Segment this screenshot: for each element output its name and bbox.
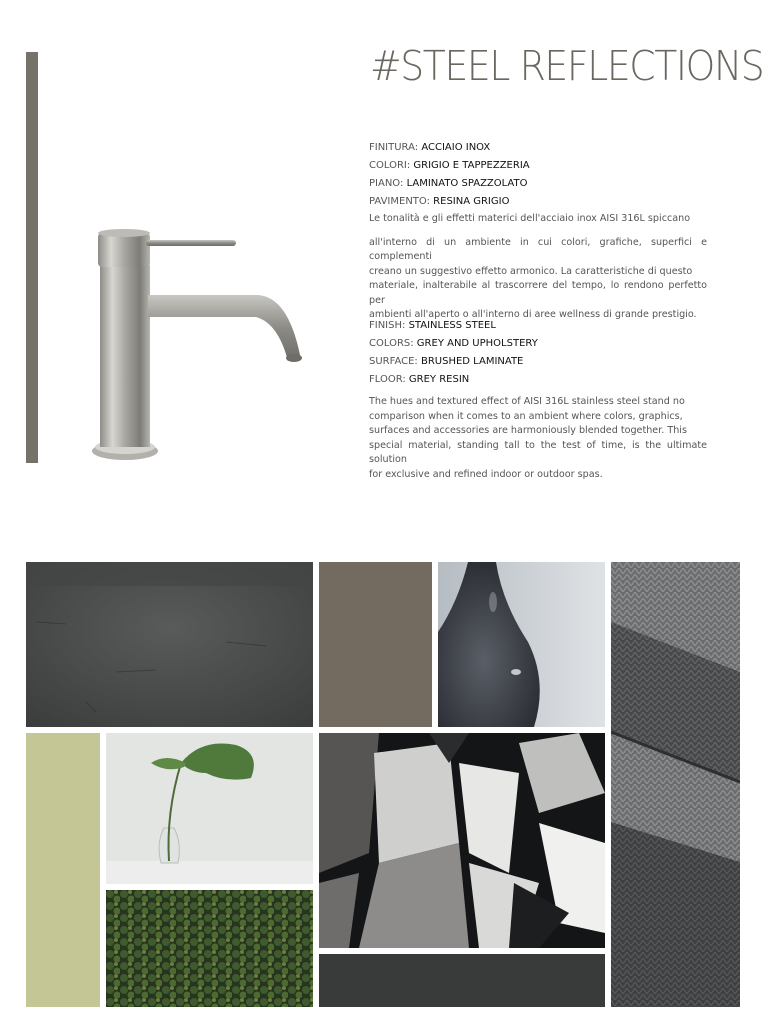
- spec-row: [369, 157, 709, 175]
- fabric-upholstery-image: [611, 562, 740, 1007]
- spec-label: FINITURA:: [369, 142, 419, 153]
- glass-vase-image: [438, 562, 605, 727]
- spec-row: [369, 139, 709, 157]
- italian-specs: [369, 139, 709, 211]
- description-line: creano un suggestivo effetto armonico. La caratteristiche di questo: [369, 265, 693, 277]
- spec-row: [369, 317, 709, 335]
- italian-description: [369, 212, 707, 323]
- description-line: materiale, inalterabile al trascorrere del tempo, lo rendono perfetto per: [369, 280, 707, 306]
- description-line: Le tonalità e gli effetti materici dell'acciaio inox AISI 316L spiccano: [369, 213, 691, 224]
- spec-value: GREY AND UPHOLSTERY: [416, 338, 538, 349]
- forest-aerial-image: [106, 890, 313, 1007]
- taupe-swatch: [319, 562, 432, 727]
- description-line: all'interno di un ambiente in cui colori, grafiche, superfici e complementi: [369, 236, 707, 262]
- spec-row: [369, 353, 709, 371]
- spec-value: BRUSHED LAMINATE: [420, 356, 524, 367]
- geometric-wall-image: [319, 733, 605, 948]
- spec-value: STAINLESS STEEL: [408, 320, 496, 331]
- spec-label: SURFACE:: [369, 356, 418, 367]
- spec-label: FLOOR:: [369, 374, 406, 385]
- english-specs: [369, 317, 709, 389]
- spec-row: [369, 371, 709, 389]
- sage-swatch: [26, 733, 100, 1007]
- spec-value: LAMINATO SPAZZOLATO: [406, 178, 528, 189]
- page-title: #STEEL REFLECTIONS: [370, 42, 764, 90]
- spec-label: PIANO:: [369, 178, 404, 189]
- spec-row: [369, 175, 709, 193]
- concrete-swatch: [26, 562, 313, 727]
- description-line: special material, standing tall to the test of time, is the ultimate solution: [369, 439, 707, 465]
- spec-label: PAVIMENTO:: [369, 196, 430, 207]
- plant-vase-image: [106, 733, 313, 884]
- description-line: ambienti all'aperto o all'interno di aree wellness di grande prestigio.: [369, 309, 697, 320]
- faucet-image: [88, 225, 310, 470]
- spec-row: [369, 193, 709, 211]
- spec-value: GREY RESIN: [408, 374, 470, 385]
- spec-value: ACCIAIO INOX: [421, 142, 491, 153]
- charcoal-swatch: [319, 954, 605, 1007]
- spec-row: [369, 335, 709, 353]
- description-line: for exclusive and refined indoor or outdoor spas.: [369, 468, 603, 480]
- description-line: comparison when it comes to an ambient where colors, graphics,: [369, 410, 683, 422]
- english-description: [369, 395, 707, 482]
- spec-value: RESINA GRIGIO: [433, 196, 510, 207]
- spec-value: GRIGIO E TAPPEZZERIA: [413, 160, 530, 171]
- spec-label: FINISH:: [369, 320, 406, 331]
- spec-label: COLORS:: [369, 338, 414, 349]
- description-line: The hues and textured effect of AISI 316L stainless steel stand no: [369, 396, 685, 407]
- accent-bar: [26, 52, 38, 463]
- spec-label: COLORI:: [369, 160, 411, 171]
- description-line: surfaces and accessories are harmoniously blended together. This: [369, 425, 687, 436]
